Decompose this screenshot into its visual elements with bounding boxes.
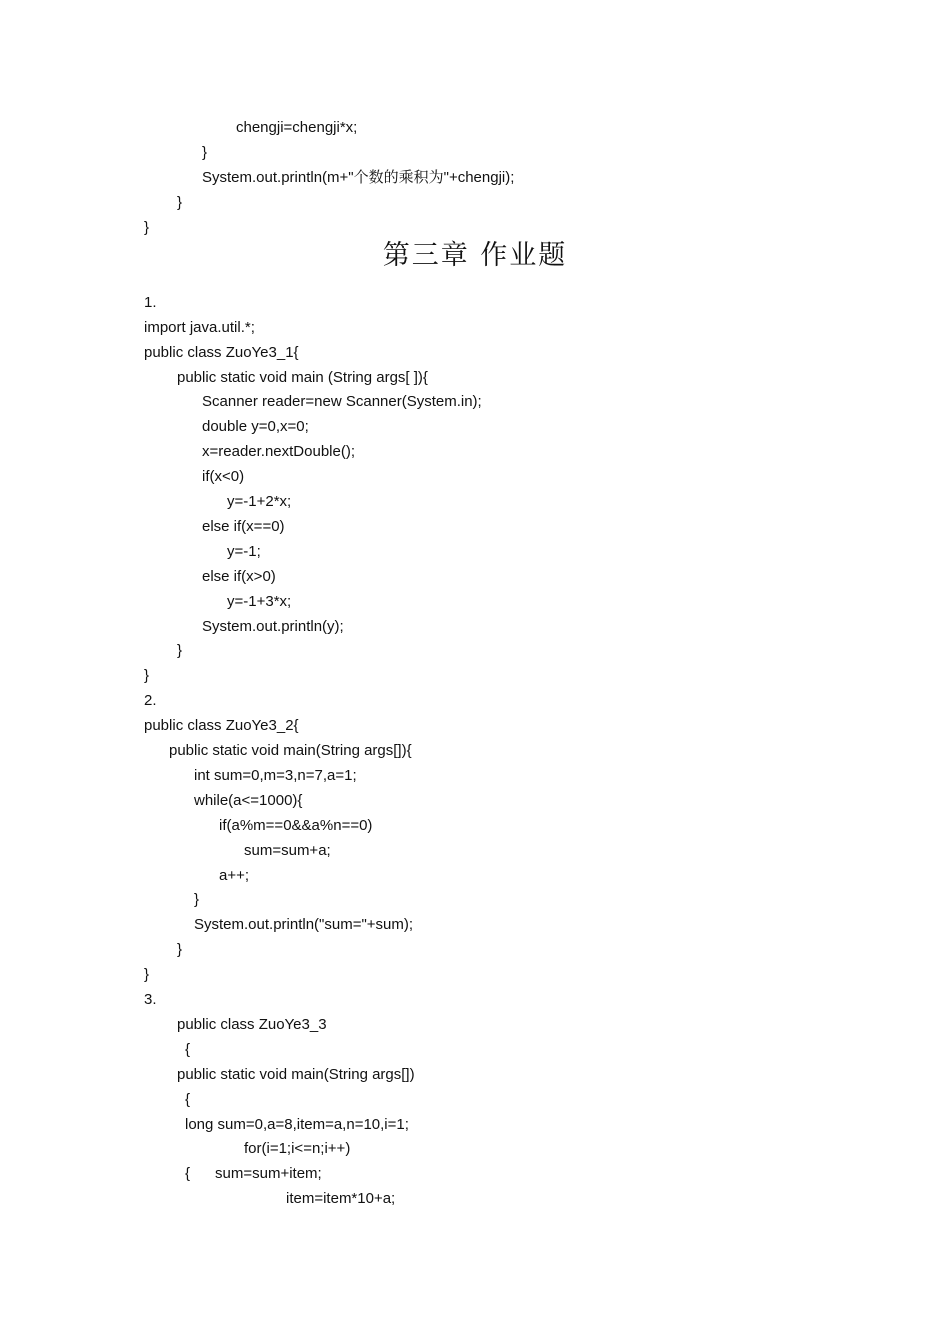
code-line: } [194, 891, 200, 908]
code-line: public class ZuoYe3_1{ [144, 344, 299, 361]
code-line: a++; [219, 867, 250, 884]
question-number: 3. [144, 991, 157, 1008]
code-line: public class ZuoYe3_2{ [144, 717, 299, 734]
code-line: } [177, 642, 183, 659]
code-line: for(i=1;i<=n;i++) [244, 1140, 351, 1157]
question-number: 1. [144, 294, 157, 311]
code-line: import java.util.*; [144, 319, 255, 336]
code-line: else if(x>0) [202, 568, 276, 585]
code-line: if(a%m==0&&a%n==0) [219, 817, 373, 834]
code-line: double y=0,x=0; [202, 418, 309, 435]
code-line: { [185, 1091, 191, 1108]
code-line: public static void main(String args[]){ [169, 742, 412, 759]
code-line: System.out.println(y); [202, 618, 344, 635]
code-line: x=reader.nextDouble(); [202, 443, 356, 460]
code-line: } [144, 667, 150, 684]
code-line: y=-1; [227, 543, 261, 560]
code-line: } [202, 144, 208, 161]
question-number: 2. [144, 692, 157, 709]
code-line: } [144, 966, 150, 983]
code-line: if(x<0) [202, 468, 245, 485]
code-line: public static void main(String args[]) [177, 1066, 415, 1083]
code-line: y=-1+2*x; [227, 493, 292, 510]
code-line: public class ZuoYe3_3 [177, 1016, 327, 1033]
code-line: } [177, 941, 183, 958]
code-line: System.out.println("sum="+sum); [194, 916, 414, 933]
code-line: item=item*10+a; [286, 1190, 396, 1207]
code-line: Scanner reader=new Scanner(System.in); [202, 393, 482, 410]
code-line: long sum=0,a=8,item=a,n=10,i=1; [185, 1116, 409, 1133]
code-line: sum=sum+a; [244, 842, 331, 859]
code-line: System.out.println(m+"个数的乘积为"+chengji); [202, 169, 515, 186]
chapter-title: 第三章 作业题 [382, 240, 568, 271]
code-line: int sum=0,m=3,n=7,a=1; [194, 767, 357, 784]
code-line: while(a<=1000){ [194, 792, 303, 809]
code-line: { [185, 1041, 191, 1058]
code-line: else if(x==0) [202, 518, 285, 535]
code-line: public static void main (String args[ ]){ [177, 369, 428, 386]
code-line: } [144, 219, 150, 236]
code-line: { sum=sum+item; [185, 1165, 322, 1182]
code-line: } [177, 194, 183, 211]
code-line: y=-1+3*x; [227, 593, 292, 610]
code-line: chengji=chengji*x; [236, 119, 358, 136]
